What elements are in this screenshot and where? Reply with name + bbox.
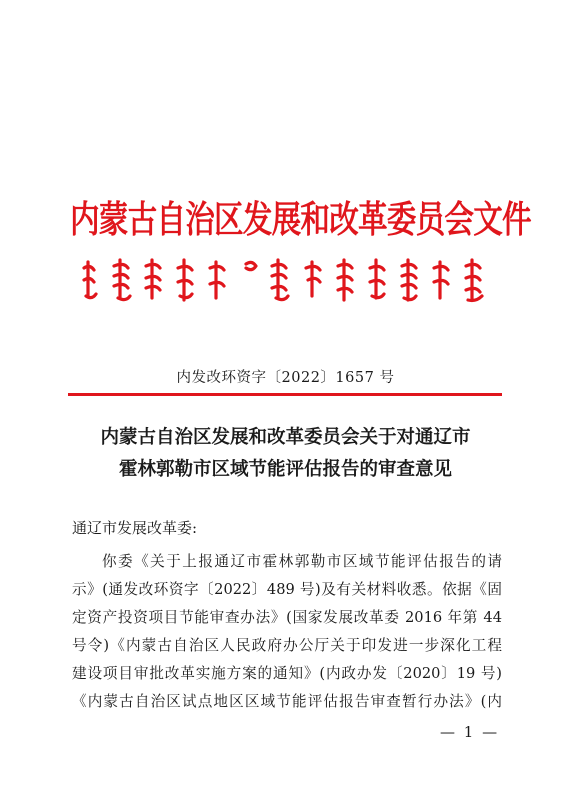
document-header-title: 内蒙古自治区发展和改革委员会文件 [70,197,531,241]
document-title-line-1: 内蒙古自治区发展和改革委员会关于对通辽市 [100,427,471,448]
mongolian-script-glyphs [80,256,500,304]
body-line: 号令)《内蒙古自治区人民政府办公厅关于印发进一步深化工程 [72,637,502,654]
page-number: — 1 — [440,723,500,741]
document-number: 内发改环资字〔2022〕1657 号 [176,370,395,386]
body-line: 你委《关于上报通辽市霍林郭勒市区域节能评估报告的请 [102,553,502,570]
document-title-line-2: 霍林郭勒市区域节能评估报告的审查意见 [118,459,452,480]
mongolian-script-header [80,256,500,304]
salutation: 通辽市发展改革委: [72,519,198,537]
document-title [60,422,511,486]
red-divider-line [68,393,502,396]
body-line: 示》(通发改环资字〔2022〕489 号)及有关材料收悉。依据《固 [72,581,502,598]
body-line: 定资产投资项目节能审查办法》(国家发展改革委 2016 年第 44 [72,609,502,626]
body-line: 《内蒙古自治区试点地区区域节能评估报告审查暂行办法》(内 [72,693,502,710]
body-text [72,548,502,716]
body-line: 建设项目审批改革实施方案的通知》(内政办发〔2020〕19 号) [72,665,502,682]
